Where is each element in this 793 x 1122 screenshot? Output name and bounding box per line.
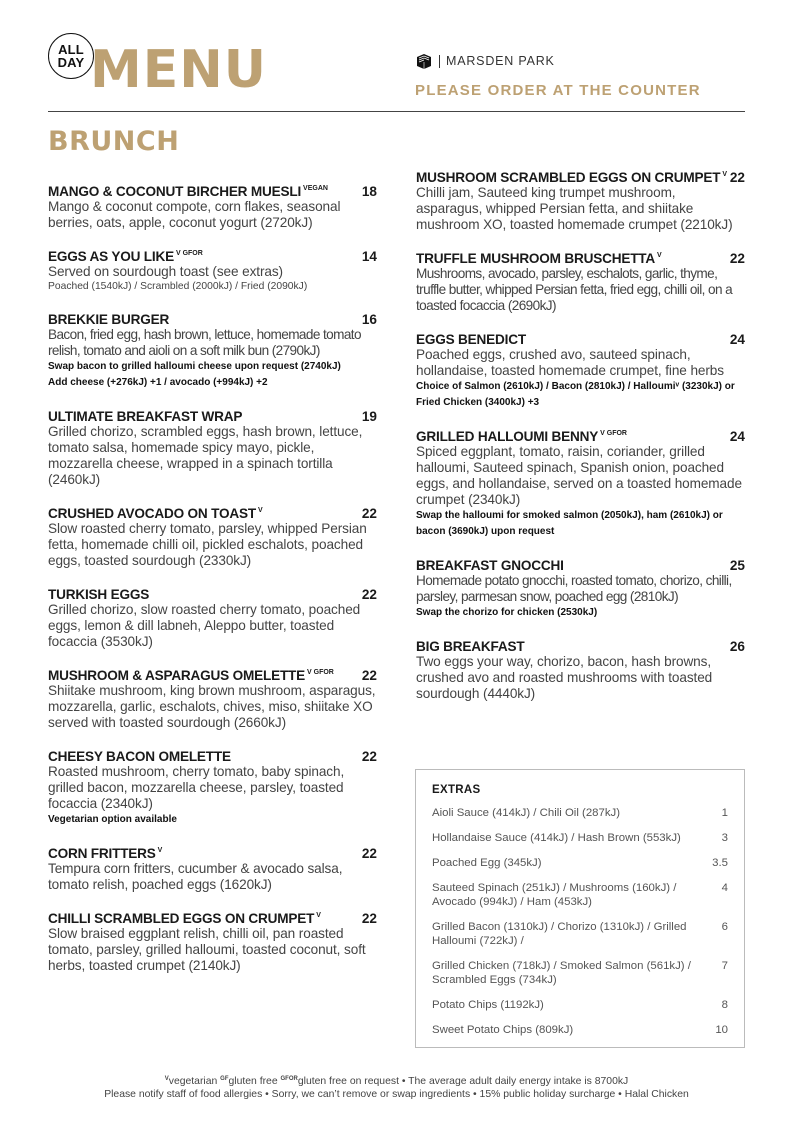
menu-item-description: Homemade potato gnocchi, roasted tomato, chorizo, chilli, parsley, parmesan snow, poached egg (2810kJ): [416, 573, 732, 604]
legend-gfor-mark: GFOR: [280, 1076, 298, 1082]
right-menu-column: [416, 170, 745, 720]
section-title: BRUNCH: [48, 126, 180, 157]
menu-item-header: [416, 429, 745, 444]
menu-item-title: BREKKIE BURGER: [48, 312, 170, 327]
menu-item-header: [48, 184, 377, 199]
menu-item-name: [48, 312, 169, 327]
menu-item-title: MUSHROOM & ASPARAGUS OMELETTE: [48, 668, 306, 683]
menu-item-price: 24: [729, 332, 745, 347]
menu-item-price: 19: [361, 409, 377, 424]
menu-item: [48, 184, 377, 231]
menu-item-title: EGGS BENEDICT: [416, 332, 526, 347]
allergy-notice: Please notify staff of food allergies • Sorry, we can’t remove or swap ingredients • 15% public holiday surcharge • Halal Chicken: [104, 1089, 689, 1100]
menu-item-title: CORN FRITTERS: [48, 846, 156, 861]
menu-item-header: [416, 639, 745, 654]
menu-item-header: [48, 587, 377, 602]
extras-row: [432, 856, 728, 870]
dietary-tags: V GFOR: [175, 250, 203, 257]
dietary-tags: V: [257, 507, 263, 514]
extras-row: [432, 1023, 728, 1037]
header-divider: [48, 111, 745, 112]
menu-item-title: MANGO & COCONUT BIRCHER MUESLI: [48, 184, 302, 199]
extras-label: Poached Egg (345kJ): [432, 857, 542, 869]
legend-v-mark: V: [164, 1076, 169, 1082]
menu-item-header: [416, 170, 745, 185]
dietary-tags: V GFOR: [600, 430, 627, 437]
dietary-tags: V: [157, 847, 163, 854]
menu-item-description: Served on sourdough toast (see extras): [48, 264, 283, 279]
menu-item-description: Roasted mushroom, cherry tomato, baby spinach, grilled bacon, mozzarella cheese, parsley, toasted focaccia (2340kJ): [48, 764, 345, 811]
menu-item-name: [48, 409, 242, 424]
menu-title: MENU: [90, 40, 268, 100]
menu-item-name: [48, 668, 334, 683]
extras-price: 6: [721, 921, 728, 933]
extras-price: 10: [715, 1024, 728, 1036]
menu-item-header: [48, 846, 377, 861]
menu-item-header: [416, 332, 745, 347]
location-name: MARSDEN PARK: [446, 54, 555, 68]
menu-item-price: 22: [361, 506, 377, 521]
menu-item-name: [48, 249, 203, 264]
menu-item-header: [416, 558, 745, 573]
menu-item-description: Bacon, fried egg, hash brown, lettuce, homemade tomato relish, tomato and aioli on a soft milk bun (2790kJ): [48, 327, 361, 358]
menu-item: [48, 846, 377, 893]
all-day-badge: [48, 33, 94, 79]
menu-item-header: [48, 249, 377, 264]
menu-item-name: [48, 184, 328, 199]
menu-item-title: TRUFFLE MUSHROOM BRUSCHETTA: [416, 251, 656, 266]
brand-separator: [439, 55, 440, 68]
menu-item: [48, 312, 377, 391]
menu-item-price: 25: [729, 558, 745, 573]
dietary-tags: V: [722, 171, 728, 178]
badge-line-1: ALL: [58, 42, 84, 57]
menu-item: [48, 409, 377, 488]
menu-item-header: [48, 312, 377, 327]
menu-item-name: [48, 506, 263, 521]
badge-line-2: DAY: [57, 55, 85, 70]
menu-item-header: [416, 251, 745, 266]
menu-item-note: Swap the halloumi for smoked salmon (2050kJ), ham (2610kJ) or bacon (3690kJ) upon request: [416, 510, 723, 537]
menu-item-header: [48, 749, 377, 764]
dietary-tags: VEGAN: [303, 185, 328, 192]
extras-label: Potato Chips (1192kJ): [432, 999, 544, 1011]
extras-row: [432, 806, 728, 820]
menu-item: [48, 749, 377, 828]
legend-v-text: vegetarian: [168, 1076, 218, 1087]
store-logo-icon: [415, 52, 433, 70]
menu-item-description: Spiced eggplant, tomato, raisin, coriander, grilled halloumi, Sauteed spinach, Spanish onion, poached eggs, and hollandaise, served on a toasted homemade crumpet (2340kJ): [416, 444, 742, 507]
menu-item-note: Choice of Salmon (2610kJ) / Bacon (2810kJ) / Halloumiᵛ (3230kJ) or Fried Chicken (3400kJ) +3: [416, 381, 735, 408]
extras-label: Grilled Bacon (1310kJ) / Chorizo (1310kJ) / Grilled Halloumi (722kJ) /: [432, 921, 687, 947]
menu-item-price: 18: [361, 184, 377, 199]
extras-box: [415, 769, 745, 1048]
legend-gfor-text: gluten free on request • The average adult daily energy intake is 8700kJ: [297, 1076, 629, 1087]
menu-item-title: TURKISH EGGS: [48, 587, 150, 602]
extras-price: 8: [721, 999, 728, 1011]
menu-item-title: GRILLED HALLOUMI BENNY: [416, 429, 599, 444]
dietary-legend: [0, 1073, 793, 1088]
menu-item-note: Swap the chorizo for chicken (2530kJ): [416, 607, 598, 618]
extras-price: 7: [721, 960, 728, 972]
menu-item-name: [48, 587, 149, 602]
menu-item-title: ULTIMATE BREAKFAST WRAP: [48, 409, 243, 424]
extras-label: Aioli Sauce (414kJ) / Chili Oil (287kJ): [432, 807, 621, 819]
menu-item-name: [416, 639, 524, 654]
menu-item-title: BIG BREAKFAST: [416, 639, 525, 654]
menu-item-name: [48, 846, 162, 861]
menu-item-price: 22: [361, 911, 377, 926]
extras-price: 3.5: [712, 857, 728, 869]
menu-item-header: [48, 506, 377, 521]
menu-item-description: Tempura corn fritters, cucumber & avocado salsa, tomato relish, poached eggs (1620kJ): [48, 861, 343, 892]
menu-item-description: Slow braised eggplant relish, chilli oil, pan roasted tomato, parsley, grilled halloumi, toasted coconut, soft herbs, toasted crumpet (2140kJ): [48, 926, 366, 973]
menu-item-title: MUSHROOM SCRAMBLED EGGS ON CRUMPET: [416, 170, 721, 185]
menu-item-description: Poached eggs, crushed avo, sauteed spinach, hollandaise, toasted homemade crumpet, fine herbs: [416, 347, 724, 378]
menu-item-price: 26: [729, 639, 745, 654]
extras-title: EXTRAS: [432, 784, 481, 796]
extras-row: [432, 831, 728, 845]
menu-item-options: Poached (1540kJ) / Scrambled (2000kJ) / Fried (2090kJ): [48, 281, 308, 292]
menu-item-title: CRUSHED AVOCADO ON TOAST: [48, 506, 256, 521]
menu-item: [48, 249, 377, 294]
menu-item-price: 16: [361, 312, 377, 327]
menu-item-description: Shiitake mushroom, king brown mushroom, asparagus, mozzarella, garlic, eschalots, chives, miso, shiitake XO served with toasted sourdough (2660kJ): [48, 683, 376, 730]
menu-header: [48, 30, 745, 110]
menu-item-price: 22: [361, 749, 377, 764]
menu-item: [416, 558, 745, 621]
footer-notes: [0, 1073, 793, 1101]
extras-price: 4: [721, 882, 728, 894]
menu-item-header: [48, 911, 377, 926]
extras-list: [432, 806, 728, 1037]
extras-row: [432, 920, 728, 948]
menu-item-title: BREAKFAST GNOCCHI: [416, 558, 564, 573]
menu-item: [48, 587, 377, 650]
legend-gf-mark: GF: [220, 1076, 229, 1082]
menu-item-name: [416, 251, 662, 266]
menu-item-description: Grilled chorizo, slow roasted cherry tomato, poached eggs, lemon & dill labneh, Aleppo butter, toasted focaccia (3530kJ): [48, 602, 361, 649]
menu-item-price: 22: [729, 170, 745, 185]
dietary-tags: V: [316, 912, 321, 919]
menu-item-price: 22: [361, 587, 377, 602]
menu-item-price: 22: [729, 251, 745, 266]
menu-item-title: EGGS AS YOU LIKE: [48, 249, 174, 264]
extras-row: [432, 998, 728, 1012]
extras-label: Sauteed Spinach (251kJ) / Mushrooms (160kJ) / Avocado (994kJ) / Ham (453kJ): [432, 882, 677, 908]
menu-item-note: Swap bacon to grilled halloumi cheese upon request (2740kJ): [48, 361, 341, 372]
menu-item: [416, 429, 745, 540]
menu-item-price: 22: [361, 668, 377, 683]
menu-item-price: 14: [361, 249, 377, 264]
menu-item-note: Vegetarian option available: [48, 814, 177, 825]
order-notice: PLEASE ORDER AT THE COUNTER: [415, 82, 701, 99]
menu-item: [416, 639, 745, 702]
left-menu-column: [48, 184, 377, 992]
menu-item-description: Mushrooms, avocado, parsley, eschalots, garlic, thyme, truffle butter, whipped Persian fetta, fried egg, chilli oil, on a toasted focaccia (2690kJ): [416, 266, 733, 313]
menu-item: [48, 506, 377, 569]
dietary-tags: V GFOR: [307, 669, 334, 676]
menu-item-name: [416, 170, 727, 185]
extras-label: Grilled Chicken (718kJ) / Smoked Salmon (561kJ) / Scrambled Eggs (734kJ): [432, 960, 691, 986]
extras-price: 3: [721, 832, 728, 844]
menu-item-description: Mango & coconut compote, corn flakes, seasonal berries, oats, apple, coconut yogurt (2720kJ): [48, 199, 341, 230]
menu-item: [416, 332, 745, 411]
menu-item-name: [48, 911, 321, 926]
extras-row: [432, 881, 728, 909]
menu-item-price: 22: [361, 846, 377, 861]
menu-item-note: Add cheese (+276kJ) +1 / avocado (+994kJ) +2: [48, 377, 268, 388]
menu-item: [48, 668, 377, 731]
extras-row: [432, 959, 728, 987]
menu-item-name: [416, 429, 627, 444]
menu-item: [416, 170, 745, 233]
menu-item-price: 24: [729, 429, 745, 444]
menu-item-name: [416, 558, 564, 573]
menu-item-name: [48, 749, 231, 764]
menu-item-header: [48, 409, 377, 424]
menu-item-description: Slow roasted cherry tomato, parsley, whipped Persian fetta, homemade chilli oil, pickled eschalots, poached eggs, toasted sourdough (2330kJ): [48, 521, 367, 568]
menu-item-description: Chilli jam, Sauteed king trumpet mushroom, asparagus, whipped Persian fetta, and shiitake mushroom XO, toasted homemade crumpet (2210kJ): [416, 185, 733, 232]
menu-item-description: Grilled chorizo, scrambled eggs, hash brown, lettuce, tomato salsa, homemade spicy mayo, pickle, mozzarella cheese, wrapped in a spinach tortilla (2460kJ): [48, 424, 363, 487]
extras-label: Hollandaise Sauce (414kJ) / Hash Brown (553kJ): [432, 832, 681, 844]
menu-item-title: CHEESY BACON OMELETTE: [48, 749, 231, 764]
legend-gf-text: gluten free: [228, 1076, 278, 1087]
brand: [415, 52, 555, 70]
menu-item-description: Two eggs your way, chorizo, bacon, hash browns, crushed avo and roasted mushrooms with toasted sourdough (4440kJ): [416, 654, 713, 701]
extras-price: 1: [721, 807, 728, 819]
menu-item-name: [416, 332, 526, 347]
menu-item-title: CHILLI SCRAMBLED EGGS ON CRUMPET: [48, 911, 315, 926]
menu-item: [416, 251, 745, 314]
menu-item: [48, 911, 377, 974]
menu-item-header: [48, 668, 377, 683]
dietary-tags: V: [657, 252, 662, 259]
extras-label: Sweet Potato Chips (809kJ): [432, 1024, 574, 1036]
